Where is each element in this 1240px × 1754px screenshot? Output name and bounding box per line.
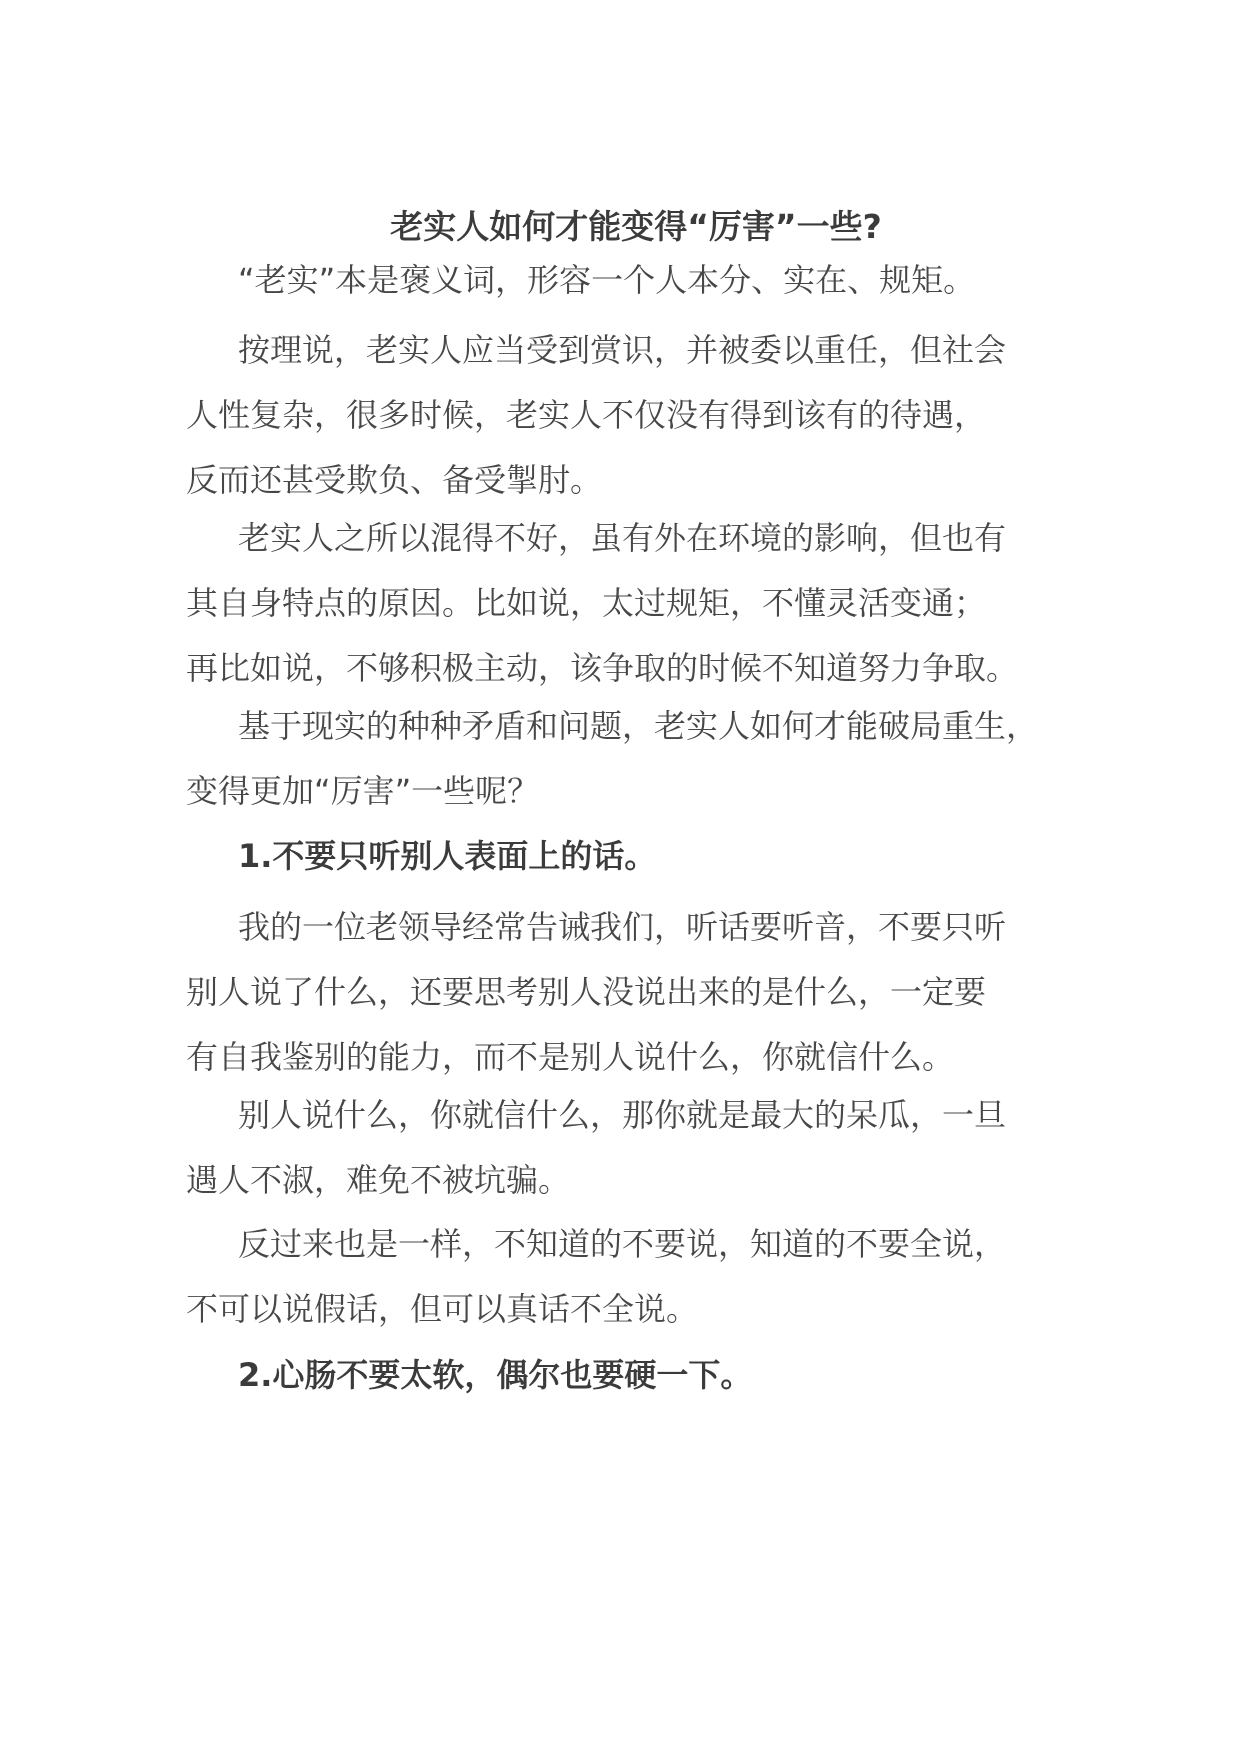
paragraph-2 [186, 318, 1086, 513]
paragraph-line: 其自身特点的原因。比如说，太过规矩，不懂灵活变通； [186, 584, 987, 622]
paragraph-7 [186, 1212, 1086, 1342]
paragraph-line: 人性复杂，很多时候，老实人不仅没有得到该有的待遇， [186, 396, 987, 434]
section-heading-2: 2.心肠不要太软，偶尔也要硬一下。 [238, 1356, 753, 1394]
paragraph-line: “老实”本是褒义词，形容一个人本分、实在、规矩。 [238, 261, 976, 299]
paragraph-line: 变得更加“厉害”一些呢？ [186, 772, 540, 810]
paragraph-line: 按理说，老实人应当受到赏识，并被委以重任，但社会 [238, 331, 1007, 369]
document-title: 老实人如何才能变得“厉害”一些? [390, 207, 882, 246]
paragraph-line: 别人说了什么，还要思考别人没说出来的是什么，一定要 [186, 973, 987, 1011]
paragraph-line: 反过来也是一样，不知道的不要说，知道的不要全说， [238, 1225, 1007, 1263]
paragraph-line: 再比如说，不够积极主动，该争取的时候不知道努力争取。 [186, 649, 1019, 687]
paragraph-line: 有自我鉴别的能力，而不是别人说什么，你就信什么。 [186, 1038, 955, 1076]
paragraph-1 [186, 248, 1086, 313]
paragraph-5 [186, 895, 1086, 1090]
paragraph-line: 反而还甚受欺负、备受掣肘。 [186, 461, 603, 499]
section-heading-1: 1.不要只听别人表面上的话。 [238, 837, 657, 875]
paragraph-line: 别人说什么，你就信什么，那你就是最大的呆瓜，一旦 [238, 1096, 1007, 1134]
paragraph-line: 基于现实的种种矛盾和问题，老实人如何才能破局重生， [238, 707, 1039, 745]
paragraph-line: 我的一位老领导经常告诫我们，听话要听音，不要只听 [238, 908, 1007, 946]
paragraph-line: 老实人之所以混得不好，虽有外在环境的影响，但也有 [238, 519, 1007, 557]
paragraph-4 [186, 694, 1086, 824]
paragraph-6 [186, 1083, 1086, 1213]
paragraph-line: 不可以说假话，但可以真话不全说。 [186, 1290, 699, 1328]
paragraph-3 [186, 506, 1086, 701]
paragraph-line: 遇人不淑，难免不被坑骗。 [186, 1161, 571, 1199]
